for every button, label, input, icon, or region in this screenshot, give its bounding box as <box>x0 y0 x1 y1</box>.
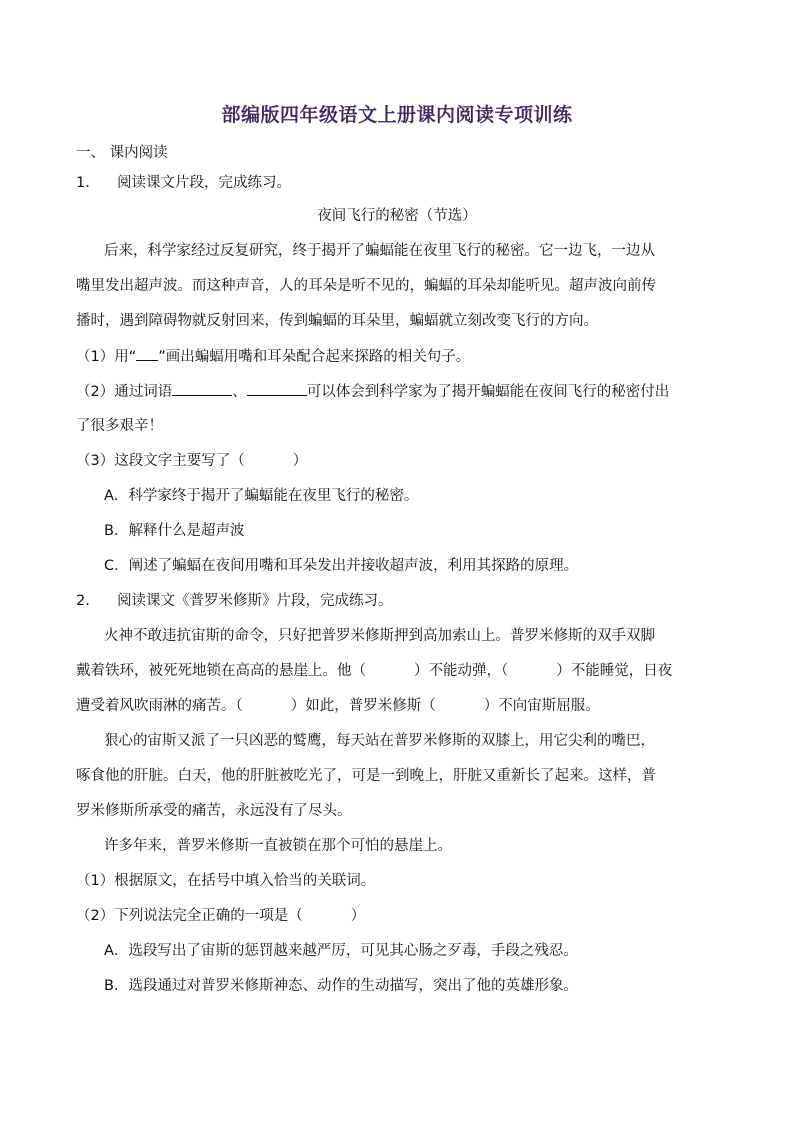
passage-title: 夜间飞行的秘密（节选） <box>317 208 477 224</box>
question-1-heading <box>76 173 291 193</box>
option-a: A．选段写出了宙斯的惩罚越来越严厉，可见其心肠之歹毒，手段之残忍。 <box>104 943 578 959</box>
question-1-sub-2-cont: 了很多艰辛！ <box>76 418 163 434</box>
passage-line: 遭受着风吹雨淋的痛苦。（ ）如此，普罗米修斯（ ）不向宙斯屈服。 <box>76 698 600 714</box>
question-1-prompt: 阅读课文片段，完成练习。 <box>117 175 292 191</box>
question-1-sub-1: （1）用“ ”画出蝙蝠用嘴和耳朵配合起来探路的相关句子。 <box>76 346 470 367</box>
section-heading: 一、 课内阅读 <box>76 145 168 161</box>
passage-line: 火神不敢违抗宙斯的命令，只好把普罗米修斯押到高加索山上。普罗米修斯的双手双脚 <box>104 628 655 644</box>
question-2-number: 2. <box>76 593 90 609</box>
option-b: B．解释什么是超声波 <box>104 523 245 539</box>
passage-line: 嘴里发出超声波。而这种声音，人的耳朵是听不见的，蝙蝠的耳朵却能听见。超声波向前传 <box>76 278 656 294</box>
question-1-sub-3: （3）这段文字主要写了（ ） <box>76 453 308 469</box>
answer-blank[interactable] <box>172 381 232 396</box>
option-c: C．阐述了蝙蝠在夜间用嘴和耳朵发出并接收超声波，利用其探路的原理。 <box>104 558 579 574</box>
option-b: B．选段通过对普罗米修斯神态、动作的生动描写，突出了他的英雄形象。 <box>104 978 578 994</box>
option-a: A．科学家终于揭开了蝙蝠能在夜里飞行的秘密。 <box>104 488 419 504</box>
passage-line: 戴着铁环，被死死地锁在高高的悬崖上。他（ ）不能动弹，（ ）不能睡觉，日夜 <box>76 663 673 679</box>
answer-blank[interactable] <box>247 381 307 396</box>
passage-line: 啄食他的肝脏。白天，他的肝脏被吃光了，可是一到晚上，肝脏又重新长了起来。这样，普 <box>76 768 656 784</box>
passage-line: 播时，遇到障碍物就反射回来，传到蝙蝠的耳朵里，蝙蝠就立刻改变飞行的方向。 <box>76 313 598 329</box>
underline-blank[interactable] <box>136 346 158 361</box>
passage-line: 狠心的宙斯又派了一只凶恶的鹫鹰，每天站在普罗米修斯的双膝上，用它尖利的嘴巴， <box>104 733 655 749</box>
question-2-prompt: 阅读课文《普罗米修斯》片段，完成练习。 <box>117 593 393 609</box>
page-title: 部编版四年级语文上册课内阅读专项训练 <box>221 104 573 126</box>
passage-line: 罗米修斯所承受的痛苦，永远没有了尽头。 <box>76 803 352 819</box>
question-1-number: 1. <box>76 175 90 191</box>
question-1-sub-2: （2）通过词语 、 可以体会到科学家为了揭开蝙蝠能在夜间飞行的秘密付出 <box>76 381 669 402</box>
question-2-sub-1: （1）根据原文，在括号中填入恰当的关联词。 <box>76 873 376 889</box>
question-2-heading <box>76 591 393 611</box>
passage-line: 后来，科学家经过反复研究，终于揭开了蝙蝠能在夜里飞行的秘密。它一边飞，一边从 <box>104 243 655 259</box>
question-2-sub-2: （2）下列说法完全正确的一项是（ ） <box>76 908 366 924</box>
passage-line: 许多年来，普罗米修斯一直被锁在那个可怕的悬崖上。 <box>104 838 452 854</box>
